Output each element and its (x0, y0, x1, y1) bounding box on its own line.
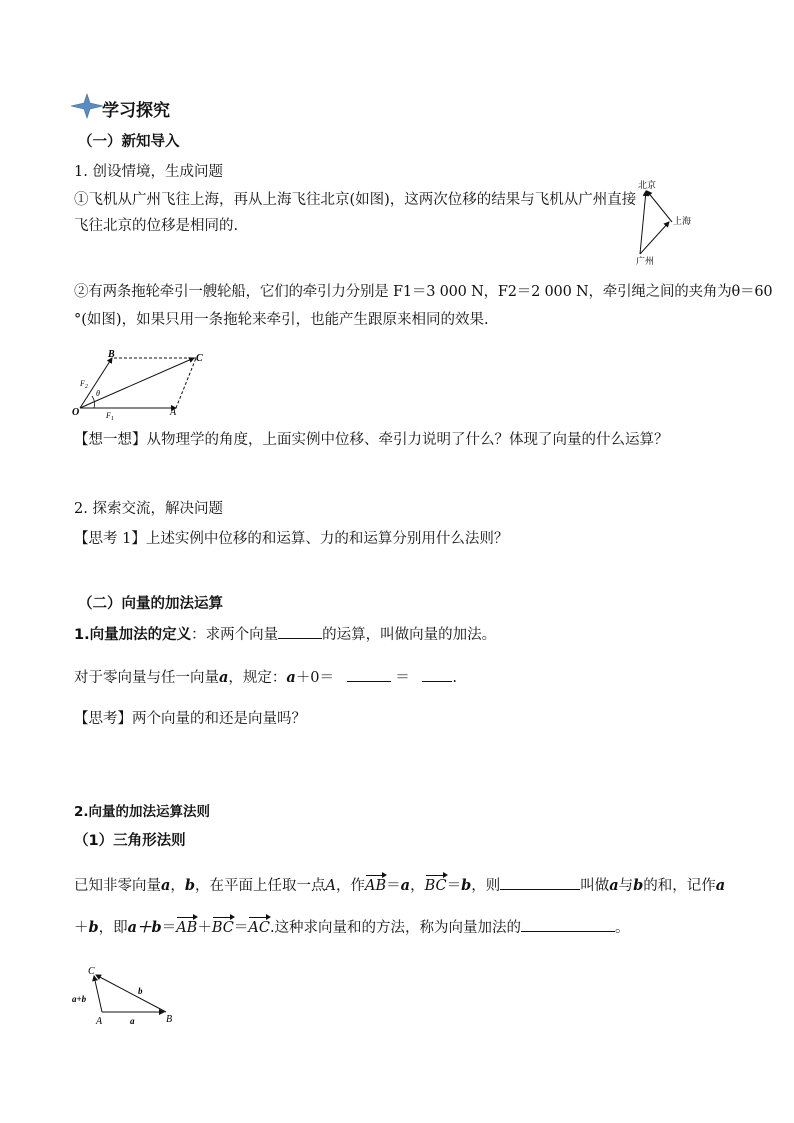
zero-text-b: ，规定： (228, 670, 287, 686)
sum-blank[interactable] (500, 875, 580, 890)
tri-label-A: A (96, 1016, 103, 1027)
label-shanghai: 上海 (673, 216, 692, 226)
think-prompt-2: 【思考 1】上述实例中位移的和运算、力的和运算分别用什么法则？ (74, 531, 509, 547)
item2-title: 2. 探索交流，解决问题 (74, 501, 223, 517)
label-F1: $F_1$ (106, 411, 114, 422)
definition-text-b: 的运算，叫做向量的加法。 (322, 627, 497, 643)
triangle-rule-diagram (72, 962, 182, 1026)
zero-expr-b: ＋0＝ (295, 670, 335, 686)
tri-label-a: a (130, 1016, 135, 1026)
zero-var-a: a (219, 669, 229, 686)
item1-title: 1. 创设情境，生成问题 (74, 164, 223, 180)
label-guangzhou: 广州 (636, 256, 655, 266)
part1-heading: （一）新知导入 (78, 134, 180, 150)
label-F2: $F_2$ (80, 379, 88, 390)
label-beijing: 北京 (638, 180, 657, 190)
para1-line2: 飞往北京的位移是相同的. (74, 218, 239, 234)
part2-heading: （二）向量的加法运算 (78, 596, 223, 612)
para2-line1: ②有两条拖轮牵引一艘轮船，它们的牵引力分别是 F1＝3 000 N，F2＝2 000 N，牵引绳之间的夹角为θ＝60 (74, 284, 773, 300)
tri-label-B: B (166, 1014, 173, 1025)
triangle-rule-line2: ＋b，即a＋b＝AB＋BC＝AC.这种求向量和的方法，称为向量加法的 。 (74, 919, 630, 936)
tri-label-b: b (138, 986, 143, 996)
definition-label: 1.向量加法的定义 (74, 627, 192, 643)
tri-label-C: C (88, 966, 95, 977)
label-A: A (170, 407, 177, 418)
triangle-rule-line1: 已知非零向量a，b，在平面上任取一点A，作AB＝a，BC＝b，则 叫做a与b的和，记作a (74, 877, 726, 894)
para1-line1: ①飞机从广州飞往上海，再从上海飞往北京(如图)，这两次位移的结果与飞机从广州直接 (74, 192, 637, 208)
force-parallelogram-diagram (72, 348, 212, 422)
zero-eq: ＝ (395, 670, 410, 686)
zero-expr-a: a (286, 669, 296, 686)
label-B: B (108, 349, 115, 360)
para2-line2: °(如图)，如果只用一条拖轮来牵引，也能产生跟原来相同的效果. (74, 312, 489, 328)
rule-title: 2.向量的加法运算法则 (74, 804, 211, 820)
definition-blank[interactable] (278, 624, 322, 639)
flight-route-diagram (626, 178, 706, 268)
tri-label-ab: a+b (72, 994, 87, 1004)
definition-line (74, 624, 496, 645)
method-blank[interactable] (521, 917, 615, 932)
four-point-star-icon (70, 92, 104, 120)
section-title: 学习探究 (102, 101, 170, 121)
zero-end: . (452, 670, 457, 686)
zero-vector-line (74, 667, 457, 688)
definition-text-a: ：求两个向量 (191, 627, 279, 643)
think-prompt-3: 【思考】两个向量的和还是向量吗？ (74, 711, 306, 727)
label-O: O (72, 407, 80, 418)
rule1-title: （1）三角形法则 (74, 833, 186, 849)
label-theta: θ (96, 389, 100, 398)
zero-text-a: 对于零向量与任一向量 (74, 670, 219, 686)
label-C: C (196, 353, 203, 364)
think-prompt-1: 【想一想】从物理学的角度，上面实例中位移、牵引力说明了什么？体现了向量的什么运算？ (74, 432, 669, 448)
zero-blank-1[interactable] (347, 667, 391, 682)
zero-blank-2[interactable] (422, 667, 452, 682)
